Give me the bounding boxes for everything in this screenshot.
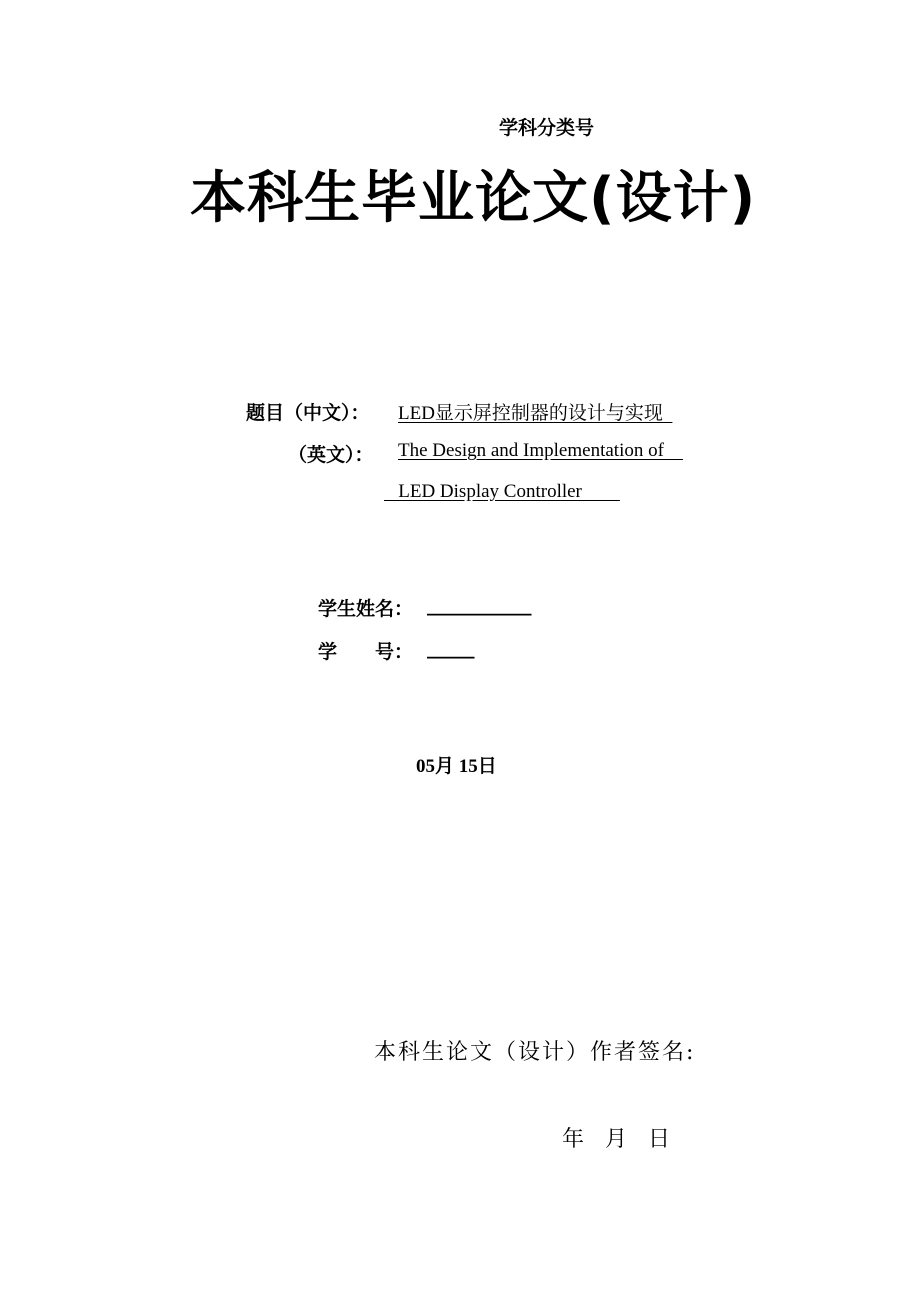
title-chinese-value: LED显示屏控制器的设计与实现 (398, 403, 673, 424)
student-name-field: ___________ (427, 594, 532, 616)
page-title: 本科生毕业论文(设计) (190, 166, 757, 231)
title-english-value-line1: The Design and Implementation of (398, 440, 683, 461)
submission-date: 05月 15日 (416, 756, 497, 777)
title-english-value-line2: LED Display Controller (384, 481, 620, 502)
student-name-label: 学生姓名： (318, 598, 414, 620)
classification-label: 学科分类号 (499, 117, 595, 139)
student-id-field: _____ (427, 637, 475, 659)
signature-date-label: 年 月 日 (562, 1127, 670, 1152)
author-signature-label: 本科生论文（设计）作者签名: (374, 1040, 696, 1065)
student-id-label: 学 号： (318, 641, 414, 663)
title-chinese-label: 题目（中文）： (246, 402, 370, 424)
title-english-label: （英文）： (288, 444, 374, 466)
